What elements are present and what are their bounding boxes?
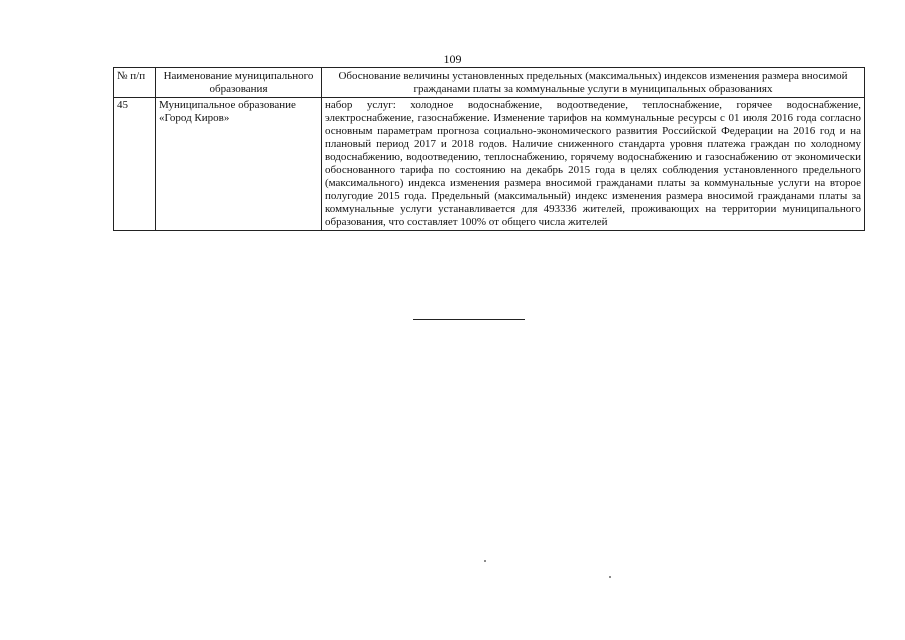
- header-municipality-name: Наименование муниципального образования: [156, 68, 322, 98]
- header-number: № п/п: [114, 68, 156, 98]
- scan-speck: [484, 560, 486, 562]
- row-municipality-name: Муниципальное образование «Город Киров»: [156, 98, 322, 231]
- row-number: 45: [114, 98, 156, 231]
- header-justification: Обоснование величины установленных предельных (максимальных) индексов изменения размера вносимой гражданами платы за коммунальные услуги в муниципальных образованиях: [322, 68, 865, 98]
- page-number: 109: [443, 52, 462, 66]
- table-header-row: [114, 68, 865, 98]
- table-row: [114, 98, 865, 231]
- scan-speck: [609, 576, 611, 578]
- justification-table: [113, 67, 865, 231]
- closing-rule: [413, 319, 525, 320]
- row-justification-text: набор услуг: холодное водоснабжение, водоотведение, теплоснабжение, горячее водоснабжение, электроснабжение, газоснабжение. Изменение тарифов на коммунальные ресурсы с 01 июля 2016 года согласно основным параметрам прогноза социально-экономического развития Российской Федерации на 2016 год и на плановый период 2017 и 2018 годов. Наличие сниженного стандарта уровня платежа граждан по холодному водоснабжению, водоотведению, теплоснабжению, горячему водоснабжению и газоснабжению от экономически обоснованного тарифа по состоянию на декабрь 2015 года в целях соблюдения установленного предельного (максимального) индекса изменения размера вносимой гражданами платы за коммунальные услуги на второе полугодие 2015 года. Предельный (максимальный) индекс изменения размера вносимой гражданами платы за коммунальные услуги устанавливается для 493336 жителей, проживающих на территории муниципального образования, что составляет 100% от общего числа жителей: [322, 98, 865, 231]
